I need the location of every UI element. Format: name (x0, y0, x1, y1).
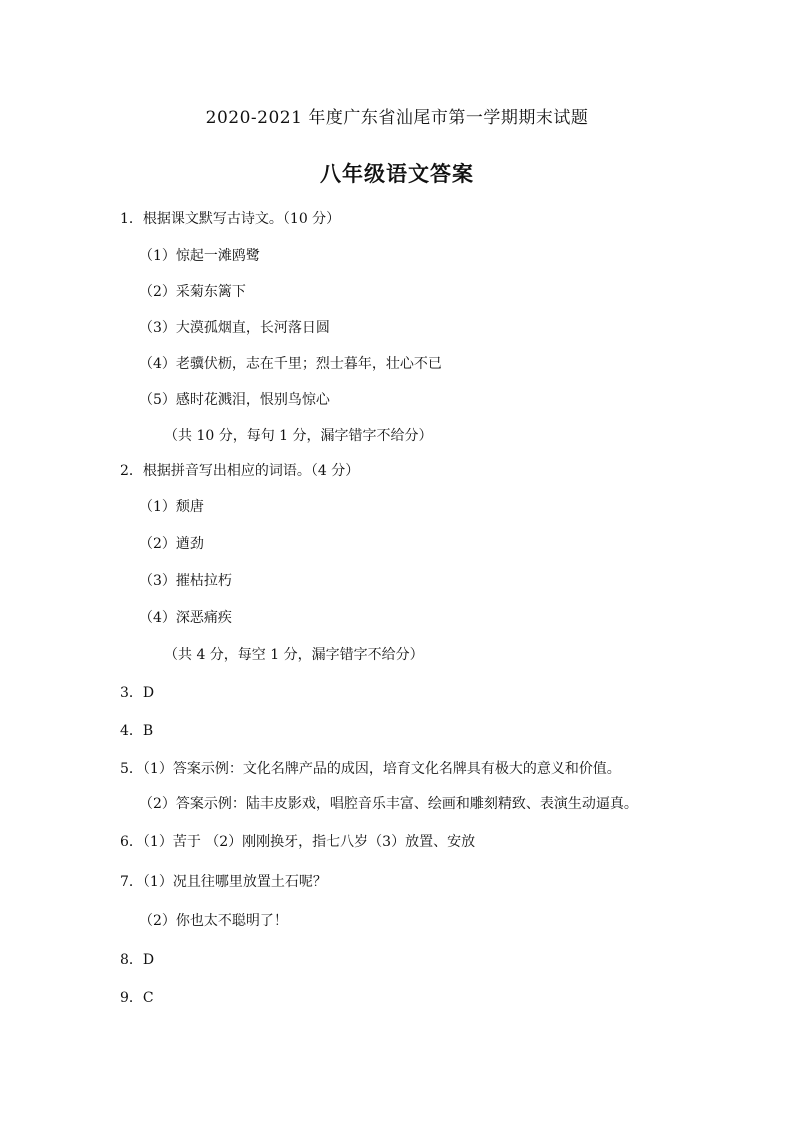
question-4: 4．B (120, 723, 154, 739)
answer-line: （4）深恶痛疾 (139, 610, 232, 626)
answer-line: （1）颓唐 (139, 499, 204, 515)
scoring-note: （共 10 分，每句 1 分，漏字错字不给分） (164, 428, 433, 444)
question-7: 7．（1）况且往哪里放置土石呢？ (120, 874, 327, 890)
scoring-note: （共 4 分，每空 1 分，漏字错字不给分） (164, 647, 424, 663)
document-title: 2020-2021 年度广东省汕尾市第一学期期末试题 (205, 108, 589, 128)
answer-line: （5）感时花溅泪，恨别鸟惊心 (139, 392, 330, 408)
question-9: 9．C (120, 990, 154, 1006)
question-8: 8．D (120, 952, 155, 968)
answer-line: （2）遒劲 (139, 536, 204, 552)
question-2: 2．根据拼音写出相应的词语。（4 分） (120, 463, 360, 479)
question-3: 3．D (120, 685, 155, 701)
answer-line: （3）摧枯拉朽 (139, 573, 232, 589)
answer-line: （1）惊起一滩鸥鹭 (139, 248, 260, 264)
document-subtitle: 八年级语文答案 (320, 161, 474, 186)
answer-line: （2）采菊东篱下 (139, 284, 246, 300)
answer-line: （4）老骥伏枥，志在千里；烈士暮年，壮心不已 (139, 356, 442, 372)
question-6: 6．（1）苦于 （2）刚刚换牙，指七八岁（3）放置、安放 (120, 834, 476, 850)
answer-line: （3）大漠孤烟直，长河落日圆 (139, 320, 330, 336)
question-5: 5．（1）答案示例：文化名牌产品的成因，培育文化名牌具有极大的意义和价值。 (120, 761, 621, 777)
answer-line: （2）你也太不聪明了！ (139, 913, 288, 929)
answer-line: （2）答案示例：陆丰皮影戏，唱腔音乐丰富、绘画和雕刻精致、表演生动逼真。 (139, 796, 638, 812)
question-1: 1．根据课文默写古诗文。（10 分） (120, 211, 341, 227)
